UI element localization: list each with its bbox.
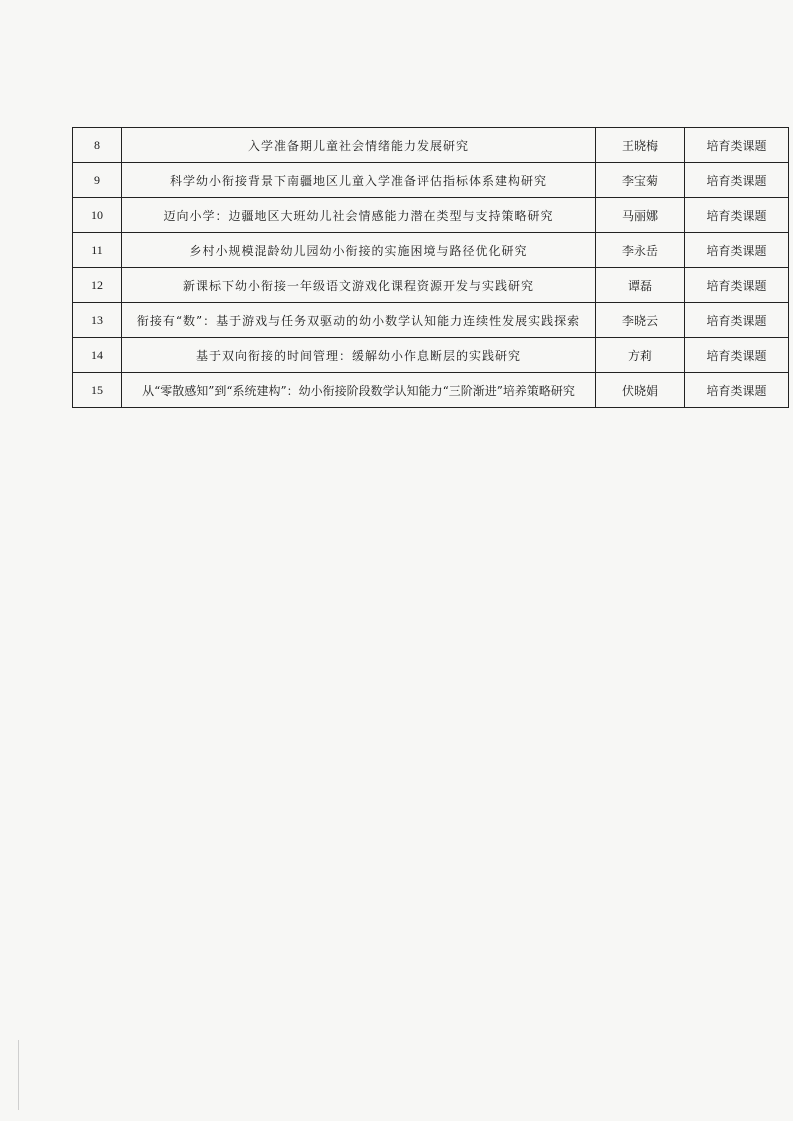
project-type: 培育类课题 bbox=[685, 163, 789, 198]
project-title: 乡村小规模混龄幼儿园幼小衔接的实施困境与路径优化研究 bbox=[122, 233, 596, 268]
project-leader: 方莉 bbox=[596, 338, 685, 373]
project-title: 迈向小学：边疆地区大班幼儿社会情感能力潜在类型与支持策略研究 bbox=[122, 198, 596, 233]
scan-edge-line bbox=[18, 1040, 19, 1110]
row-number: 15 bbox=[73, 373, 122, 408]
table-row bbox=[73, 198, 789, 233]
project-table bbox=[72, 127, 789, 408]
project-type: 培育类课题 bbox=[685, 373, 789, 408]
table-row bbox=[73, 268, 789, 303]
project-leader: 李永岳 bbox=[596, 233, 685, 268]
project-title: 基于双向衔接的时间管理：缓解幼小作息断层的实践研究 bbox=[122, 338, 596, 373]
project-type: 培育类课题 bbox=[685, 233, 789, 268]
table-row bbox=[73, 233, 789, 268]
project-type: 培育类课题 bbox=[685, 198, 789, 233]
project-type: 培育类课题 bbox=[685, 128, 789, 163]
project-type: 培育类课题 bbox=[685, 338, 789, 373]
row-number: 12 bbox=[73, 268, 122, 303]
table-row bbox=[73, 128, 789, 163]
table-row bbox=[73, 163, 789, 198]
project-leader: 王晓梅 bbox=[596, 128, 685, 163]
project-title: 衔接有“数”：基于游戏与任务双驱动的幼小数学认知能力连续性发展实践探索 bbox=[122, 303, 596, 338]
project-leader: 谭磊 bbox=[596, 268, 685, 303]
row-number: 10 bbox=[73, 198, 122, 233]
row-number: 11 bbox=[73, 233, 122, 268]
project-type: 培育类课题 bbox=[685, 268, 789, 303]
row-number: 8 bbox=[73, 128, 122, 163]
project-type: 培育类课题 bbox=[685, 303, 789, 338]
row-number: 14 bbox=[73, 338, 122, 373]
project-title: 从“零散感知”到“系统建构”：幼小衔接阶段数学认知能力“三阶渐进”培养策略研究 bbox=[122, 373, 596, 408]
table-row bbox=[73, 338, 789, 373]
row-number: 13 bbox=[73, 303, 122, 338]
project-title: 科学幼小衔接背景下南疆地区儿童入学准备评估指标体系建构研究 bbox=[122, 163, 596, 198]
table-row bbox=[73, 373, 789, 408]
project-leader: 马丽娜 bbox=[596, 198, 685, 233]
table-row bbox=[73, 303, 789, 338]
project-leader: 李宝菊 bbox=[596, 163, 685, 198]
project-title: 新课标下幼小衔接一年级语文游戏化课程资源开发与实践研究 bbox=[122, 268, 596, 303]
project-leader: 伏晓娟 bbox=[596, 373, 685, 408]
project-leader: 李晓云 bbox=[596, 303, 685, 338]
project-title: 入学准备期儿童社会情绪能力发展研究 bbox=[122, 128, 596, 163]
row-number: 9 bbox=[73, 163, 122, 198]
